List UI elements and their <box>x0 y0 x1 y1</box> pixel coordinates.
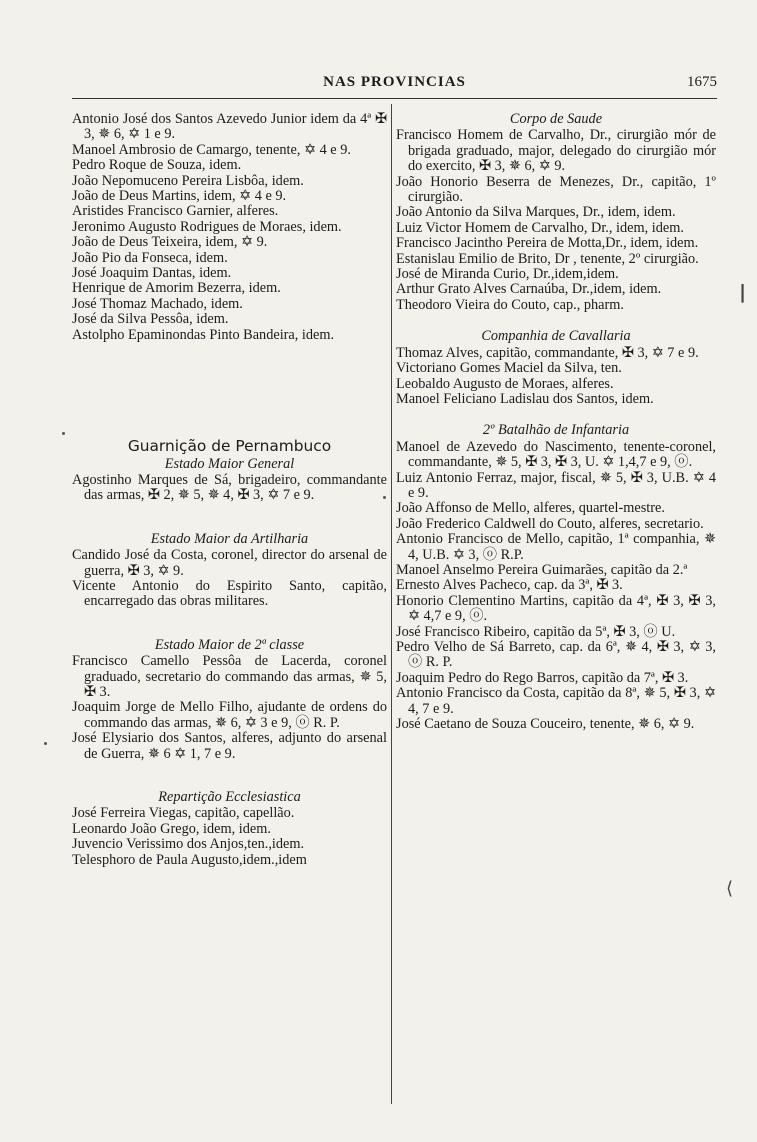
edge-artifact-icon: ⟨ <box>726 878 734 898</box>
list-item: João Honorio Beserra de Menezes, Dr., capitão, 1º cirurgião. <box>396 173 716 206</box>
list-item: José Thomaz Machado, idem. <box>72 295 243 312</box>
section-heading: Companhia de Cavallaria <box>481 328 631 345</box>
left-column <box>72 112 387 868</box>
list-item: Leobaldo Augusto de Moraes, alferes. <box>396 375 614 392</box>
list-item: Vicente Antonio do Espirito Santo, capitão, encarregado das obras militares. <box>72 577 387 610</box>
list-item: Joaquim Pedro do Rego Barros, capitão da 7ª, ✠ 3. <box>396 669 689 686</box>
list-item: Honorio Clementino Martins, capitão da 4ª, ✠ 3, ✠ 3, ✡ 4,7 e 9, ⓞ. <box>396 592 716 625</box>
running-title: NAS PROVINCIAS <box>323 74 466 90</box>
top-entries-list <box>72 112 387 343</box>
column-divider <box>391 104 392 1104</box>
list-item: Leonardo João Grego, idem, idem. <box>72 820 271 837</box>
list-item: José da Silva Pessôa, idem. <box>72 311 229 328</box>
scan-speck <box>44 742 47 745</box>
list-item: Manoel Anselmo Pereira Guimarães, capitão da 2.ª <box>396 561 688 578</box>
list-item: Victoriano Gomes Maciel da Silva, ten. <box>396 360 622 377</box>
section-heading: Estado Maior de 2ª classe <box>154 636 305 653</box>
list-item: Antonio José dos Santos Azevedo Junior idem da 4ª ✠ 3, ✵ 6, ✡ 1 e 9. <box>72 111 387 143</box>
list-item: Francisco Camello Pessôa de Lacerda, coronel graduado, secretario do commando das armas, ✵ 5, ✠ 3. <box>72 653 387 700</box>
list-item: Francisco Jacintho Pereira de Motta,Dr., idem, idem. <box>396 235 699 252</box>
header-rule <box>72 98 717 99</box>
list-item: Aristides Francisco Garnier, alferes. <box>72 203 279 220</box>
list-item: Agostinho Marques de Sá, brigadeiro, commandante das armas, ✠ 2, ✵ 5, ✵ 4, ✠ 3, ✡ 7 e 9. <box>72 471 387 504</box>
list-item: Arthur Grato Alves Carnaúba, Dr.,idem, idem. <box>396 281 662 298</box>
list-item: João de Deus Teixeira, idem, ✡ 9. <box>72 234 268 251</box>
list-item: João Antonio da Silva Marques, Dr., idem, idem. <box>396 204 676 221</box>
right-column <box>396 112 716 732</box>
list-item: Manoel de Azevedo do Nascimento, tenente-coronel, commandante, ✵ 5, ✠ 3, ✠ 3, U. ✡ 1,4,7 e 9, ⓞ. <box>396 438 716 471</box>
list-item: Juvencio Verissimo dos Anjos,ten.,idem. <box>72 836 305 853</box>
list-item: João Pio da Fonseca, idem. <box>72 249 228 266</box>
list-item: José Caetano de Souza Couceiro, tenente, ✵ 6, ✡ 9. <box>396 716 695 733</box>
section-heading: Repartição Ecclesiastica <box>158 789 301 805</box>
section-heading: Estado Maior General <box>164 455 295 472</box>
list-item: Manoel Feliciano Ladislau dos Santos, idem. <box>396 390 654 407</box>
list-item: Jeronimo Augusto Rodrigues de Moraes, idem. <box>72 218 342 235</box>
list-item: Telesphoro de Paula Augusto,idem.,idem <box>72 851 307 868</box>
edge-artifact-icon: ❘ <box>735 282 751 302</box>
list-item: José Ferreira Viegas, capitão, capellão. <box>72 805 295 822</box>
list-item: Theodoro Vieira do Couto, cap., pharm. <box>396 296 624 313</box>
list-item: Henrique de Amorim Bezerra, idem. <box>72 280 281 297</box>
section-heading: Estado Maior da Artilharia <box>150 530 309 547</box>
list-item: Joaquim Jorge de Mello Filho, ajudante de ordens do commando das armas, ✵ 6, ✡ 3 e 9, ⓞ R. P. <box>72 699 387 731</box>
list-item: Luiz Antonio Ferraz, major, fiscal, ✵ 5, ✠ 3, U.B. ✡ 4 e 9. <box>396 469 716 501</box>
list-item: João de Deus Martins, idem, ✡ 4 e 9. <box>72 188 287 205</box>
section-heading: Corpo de Saude <box>509 111 603 127</box>
list-item: Estanislau Emilio de Brito, Dr , tenente, 2º cirurgião. <box>396 250 699 267</box>
list-item: José Elysiario dos Santos, alferes, adjunto do arsenal de Guerra, ✵ 6 ✡ 1, 7 e 9. <box>72 730 387 762</box>
list-item: Antonio Francisco de Mello, capitão, 1ª companhia, ✵ 4, U.B. ✡ 3, ⓞ R.P. <box>396 531 716 563</box>
list-item: José Francisco Ribeiro, capitão da 5ª, ✠ 3, ⓞ U. <box>396 623 676 640</box>
list-item: Pedro Velho de Sá Barreto, cap. da 6ª, ✵ 4, ✠ 3, ✡ 3, ⓞ R. P. <box>396 639 716 671</box>
garrison-heading: Guarnição de Pernambuco <box>127 437 332 456</box>
list-item: Antonio Francisco da Costa, capitão da 8ª, ✵ 5, ✠ 3, ✡ 4, 7 e 9. <box>396 685 716 717</box>
list-item: Ernesto Alves Pacheco, cap. da 3ª, ✠ 3. <box>396 577 623 594</box>
scan-speck <box>383 496 386 499</box>
list-item: Candido José da Costa, coronel, director do arsenal de guerra, ✠ 3, ✡ 9. <box>72 547 387 579</box>
list-item: Luiz Victor Homem de Carvalho, Dr., idem, idem. <box>396 219 684 236</box>
page-number: 1675 <box>687 74 717 90</box>
page-header <box>72 74 717 98</box>
list-item: José de Miranda Curio, Dr.,idem,idem. <box>396 266 619 283</box>
list-item: Astolpho Epaminondas Pinto Bandeira, idem. <box>72 326 335 343</box>
list-item: Manoel Ambrosio de Camargo, tenente, ✡ 4 e 9. <box>72 141 351 158</box>
list-item: João Frederico Caldwell do Couto, alferes, secretario. <box>396 515 704 532</box>
section-heading: 2º Batalhão de Infantaria <box>482 422 630 439</box>
list-item: José Joaquim Dantas, idem. <box>72 265 232 282</box>
list-item: João Nepomuceno Pereira Lisbôa, idem. <box>72 172 304 189</box>
list-item: Thomaz Alves, capitão, commandante, ✠ 3, ✡ 7 e 9. <box>396 344 699 361</box>
list-item: João Affonso de Mello, alferes, quartel-mestre. <box>396 500 665 517</box>
scan-speck <box>62 432 65 435</box>
list-item: Francisco Homem de Carvalho, Dr., cirurgião mór de brigada graduado, major, delegado do cirurgião mór do exercito, ✠ 3, ✵ 6, ✡ 9. <box>396 127 716 175</box>
list-item: Pedro Roque de Souza, idem. <box>72 157 242 174</box>
